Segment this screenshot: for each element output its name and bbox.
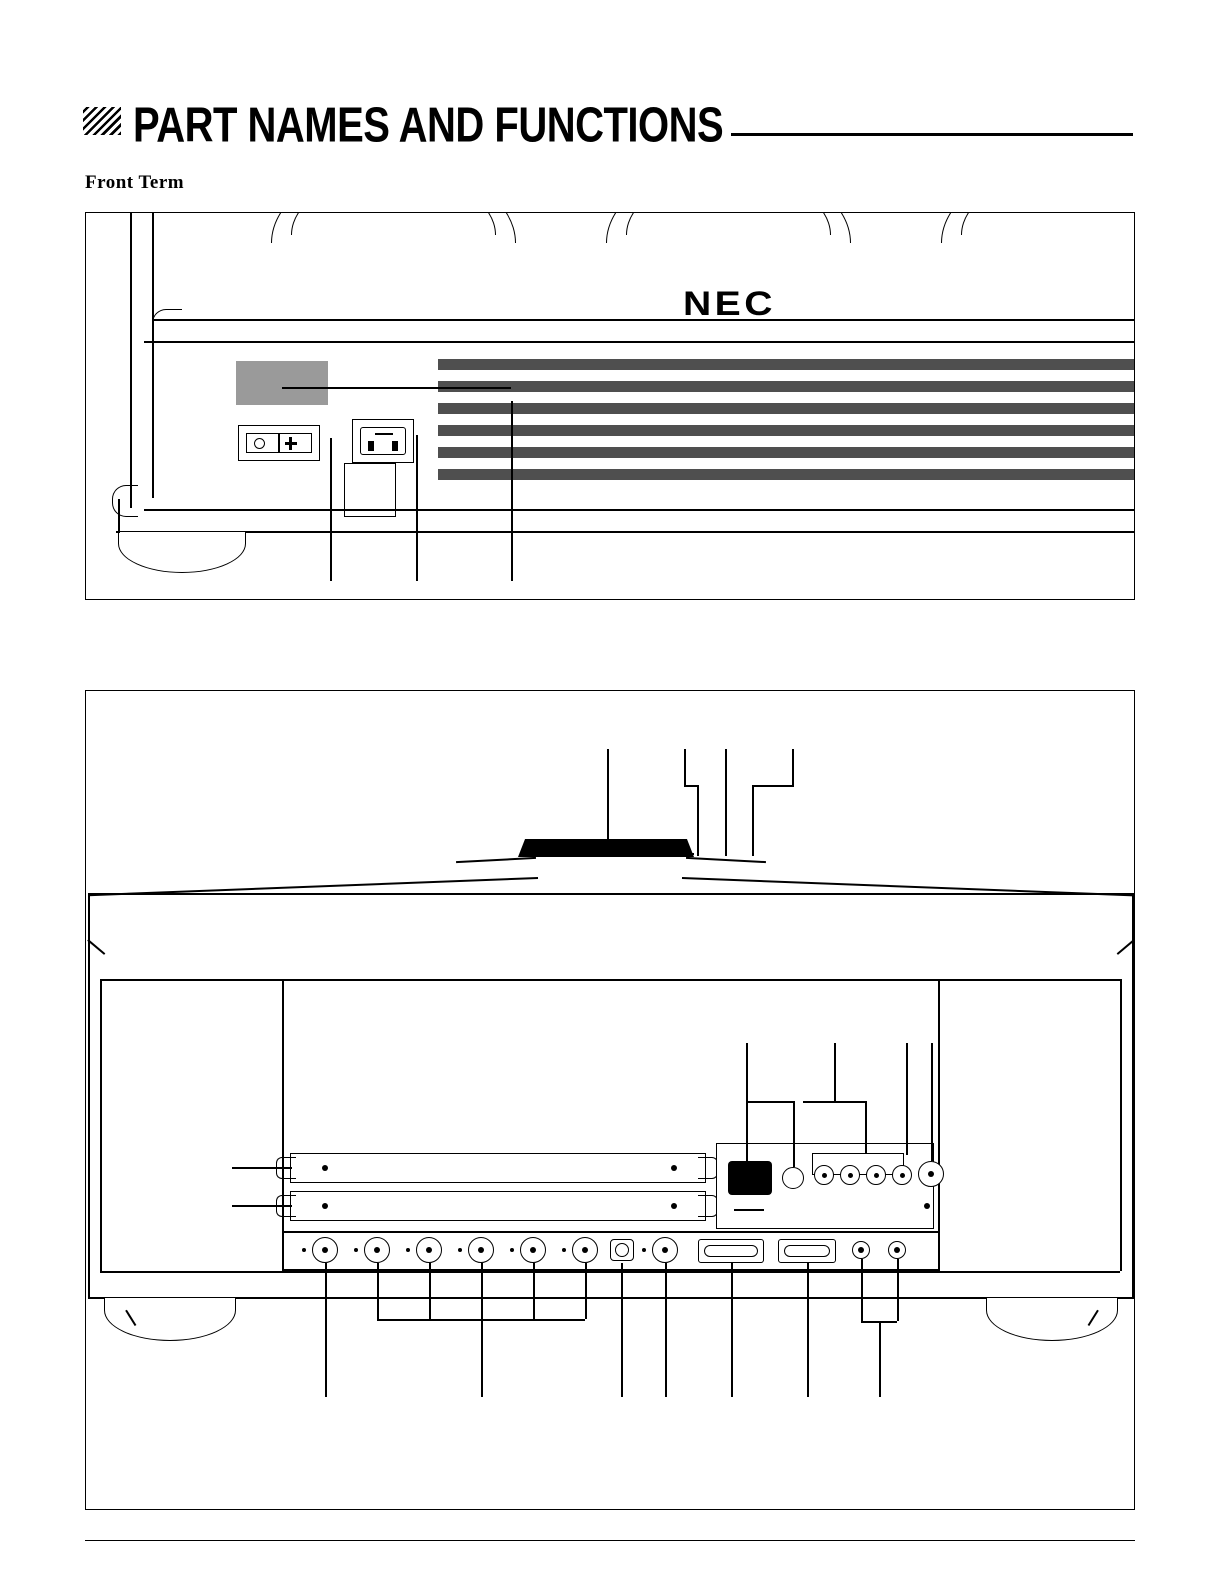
leader-line-bnc-group-a bbox=[377, 1263, 379, 1319]
connector-row-bottom-line bbox=[282, 1269, 938, 1271]
slot-screw-icon bbox=[322, 1165, 328, 1171]
cabinet-top-crest-curve-l bbox=[456, 857, 536, 863]
leader-line-ac-inlet bbox=[416, 435, 418, 581]
bnc-5-pin bbox=[530, 1247, 536, 1253]
leader-line-bnc-group-c bbox=[481, 1263, 483, 1319]
page-title: PART NAMES AND FUNCTIONS bbox=[133, 98, 724, 153]
figure-rear-panel-upper bbox=[85, 212, 1135, 600]
cabinet-top-crest-curve-r bbox=[686, 857, 766, 863]
leader-line-audio-1 bbox=[861, 1259, 863, 1321]
leader-line-bnc-group-d bbox=[533, 1263, 535, 1319]
mini-din-pin bbox=[662, 1247, 668, 1253]
leader-line-audio-stem bbox=[879, 1321, 881, 1397]
leader-line-top-2 bbox=[684, 749, 686, 785]
connector-row-top-line bbox=[282, 1231, 938, 1233]
leader-line-bnc-group-e bbox=[585, 1263, 587, 1319]
leader-line-rca-5 bbox=[906, 1043, 908, 1155]
sensor-underline bbox=[734, 1209, 764, 1211]
cabinet-shoulder-left bbox=[88, 939, 106, 954]
bnc-2-marker bbox=[354, 1248, 358, 1252]
leader-line-sensor-h bbox=[746, 1101, 794, 1103]
rca-jack-1-pin bbox=[822, 1173, 827, 1178]
leader-line-d-sub-15 bbox=[731, 1263, 733, 1397]
cabinet-foot-left bbox=[104, 1297, 236, 1341]
leader-line-rca-group bbox=[834, 1043, 836, 1101]
mini-din-marker bbox=[642, 1248, 646, 1252]
leader-line-slot-upper bbox=[232, 1167, 292, 1169]
leader-line-top-4 bbox=[792, 749, 794, 785]
cabinet-top-face-line bbox=[152, 319, 1135, 321]
top-trim-block bbox=[518, 839, 694, 857]
ac-inlet-pin bbox=[368, 441, 374, 451]
leader-line-top-3 bbox=[725, 749, 727, 835]
expansion-slot-lower[interactable] bbox=[290, 1191, 706, 1221]
terminal-bay-left-edge bbox=[282, 979, 284, 1271]
leader-line-audio-2 bbox=[897, 1259, 899, 1321]
leader-line-rca-group-v2 bbox=[865, 1101, 867, 1153]
slot-tab-right-lower bbox=[698, 1195, 718, 1217]
audio-jack-2-pin bbox=[894, 1247, 900, 1253]
ventilation-slot bbox=[438, 403, 1135, 414]
bnc-6-pin bbox=[582, 1247, 588, 1253]
title-rule bbox=[731, 133, 1133, 136]
bnc-1-pin bbox=[322, 1247, 328, 1253]
audio-jack-1-pin bbox=[858, 1247, 864, 1253]
cabinet-bottom-line bbox=[100, 1271, 1120, 1273]
leader-line-slot-lower bbox=[232, 1205, 292, 1207]
recess-right-edge bbox=[1120, 979, 1122, 1271]
leader-line-label-plate bbox=[282, 387, 511, 389]
ventilation-slot bbox=[438, 359, 1135, 370]
rca-jack-4-pin bbox=[900, 1173, 905, 1178]
d-sub-15-shell bbox=[704, 1245, 758, 1257]
cabinet-edge-left-outer bbox=[130, 213, 132, 508]
cabinet-face-top-line bbox=[88, 893, 1134, 895]
cabinet-corner-round bbox=[152, 309, 182, 331]
rca-jack-2-pin bbox=[848, 1173, 853, 1178]
recess-left-edge bbox=[100, 979, 102, 1271]
cabinet-base-line bbox=[88, 1297, 1134, 1299]
slot-screw-icon bbox=[322, 1203, 328, 1209]
leader-line-top-4-h bbox=[752, 785, 794, 787]
rca-jack-5-pin bbox=[928, 1171, 934, 1177]
panel-screw-icon bbox=[924, 1203, 930, 1209]
speaker-arc-inner-2 bbox=[626, 212, 831, 235]
ventilation-slot bbox=[438, 425, 1135, 436]
bnc-4-pin bbox=[478, 1247, 484, 1253]
power-on-bar-icon bbox=[285, 442, 297, 445]
power-off-symbol-icon bbox=[254, 438, 265, 449]
indicator-tick bbox=[725, 834, 727, 856]
leader-line-bnc-group-stem bbox=[481, 1319, 483, 1397]
ac-inlet-key-line bbox=[375, 433, 393, 435]
cabinet-foot bbox=[118, 531, 246, 573]
bnc-4-marker bbox=[458, 1248, 462, 1252]
terminal-bay-right-edge bbox=[938, 979, 940, 1271]
power-switch-separator bbox=[278, 434, 280, 452]
cabinet-bottom-line bbox=[144, 509, 1135, 511]
leader-line-bnc-1 bbox=[325, 1263, 327, 1397]
leader-line-top-2-v2 bbox=[697, 785, 699, 835]
leader-line-top-4-v2 bbox=[752, 785, 754, 835]
ac-inlet-housing bbox=[344, 463, 396, 517]
leader-line-s-video bbox=[621, 1263, 623, 1397]
cabinet-left-edge bbox=[88, 893, 90, 1297]
footer-rule bbox=[85, 1540, 1135, 1541]
figure-rear-terminal-panel bbox=[85, 690, 1135, 1510]
leader-line-mini-din bbox=[665, 1263, 667, 1397]
cabinet-base-line bbox=[116, 531, 1135, 533]
leader-line-rca-last bbox=[931, 1043, 933, 1161]
speaker-arc-inner-1 bbox=[291, 212, 496, 235]
cabinet-divider-line bbox=[144, 341, 1135, 343]
leader-line-vents bbox=[511, 401, 513, 581]
cabinet-inner-top-line bbox=[100, 979, 1120, 981]
slot-screw-icon bbox=[671, 1203, 677, 1209]
s-video-inner-icon bbox=[615, 1243, 629, 1257]
indicator-tick bbox=[697, 834, 699, 856]
cabinet-right-edge bbox=[1132, 893, 1134, 1297]
leader-line-bnc-group-b bbox=[429, 1263, 431, 1319]
d-sub-9-shell bbox=[784, 1245, 830, 1257]
leader-line-d-sub-9 bbox=[807, 1263, 809, 1397]
leader-line-audio-jack bbox=[793, 1101, 795, 1167]
ventilation-slot bbox=[438, 381, 1135, 392]
rca-jack-3-pin bbox=[874, 1173, 879, 1178]
bnc-1-marker bbox=[302, 1248, 306, 1252]
subheading: Front Term bbox=[85, 172, 185, 193]
bnc-3-pin bbox=[426, 1247, 432, 1253]
slot-screw-icon bbox=[671, 1165, 677, 1171]
ventilation-slot bbox=[438, 447, 1135, 458]
brand-logo: NEC bbox=[683, 285, 776, 323]
ac-inlet-plug-shape bbox=[360, 427, 406, 455]
cabinet-edge-left-inner bbox=[152, 213, 154, 498]
leader-line-top-2-h bbox=[684, 785, 698, 787]
cabinet-foot-joint bbox=[112, 485, 138, 517]
section-mark-icon bbox=[83, 107, 121, 135]
ventilation-slot bbox=[438, 469, 1135, 480]
expansion-slot-upper[interactable] bbox=[290, 1153, 706, 1183]
page-header bbox=[83, 95, 1133, 151]
leader-line-top-1 bbox=[607, 749, 609, 849]
audio-jack-large[interactable] bbox=[782, 1167, 804, 1189]
bnc-2-pin bbox=[374, 1247, 380, 1253]
leader-line-rca-group-h bbox=[803, 1101, 865, 1103]
cabinet-foot-right bbox=[986, 1297, 1118, 1341]
ac-inlet-pin bbox=[392, 441, 398, 451]
indicator-tick bbox=[752, 834, 754, 856]
remote-sensor-window bbox=[728, 1161, 772, 1195]
speaker-arc-inner-3 bbox=[961, 212, 1135, 235]
bnc-3-marker bbox=[406, 1248, 410, 1252]
label-plate bbox=[236, 361, 328, 405]
bnc-6-marker bbox=[562, 1248, 566, 1252]
bnc-5-marker bbox=[510, 1248, 514, 1252]
slot-tab-right-upper bbox=[698, 1157, 718, 1179]
leader-line-power-switch bbox=[330, 438, 332, 581]
